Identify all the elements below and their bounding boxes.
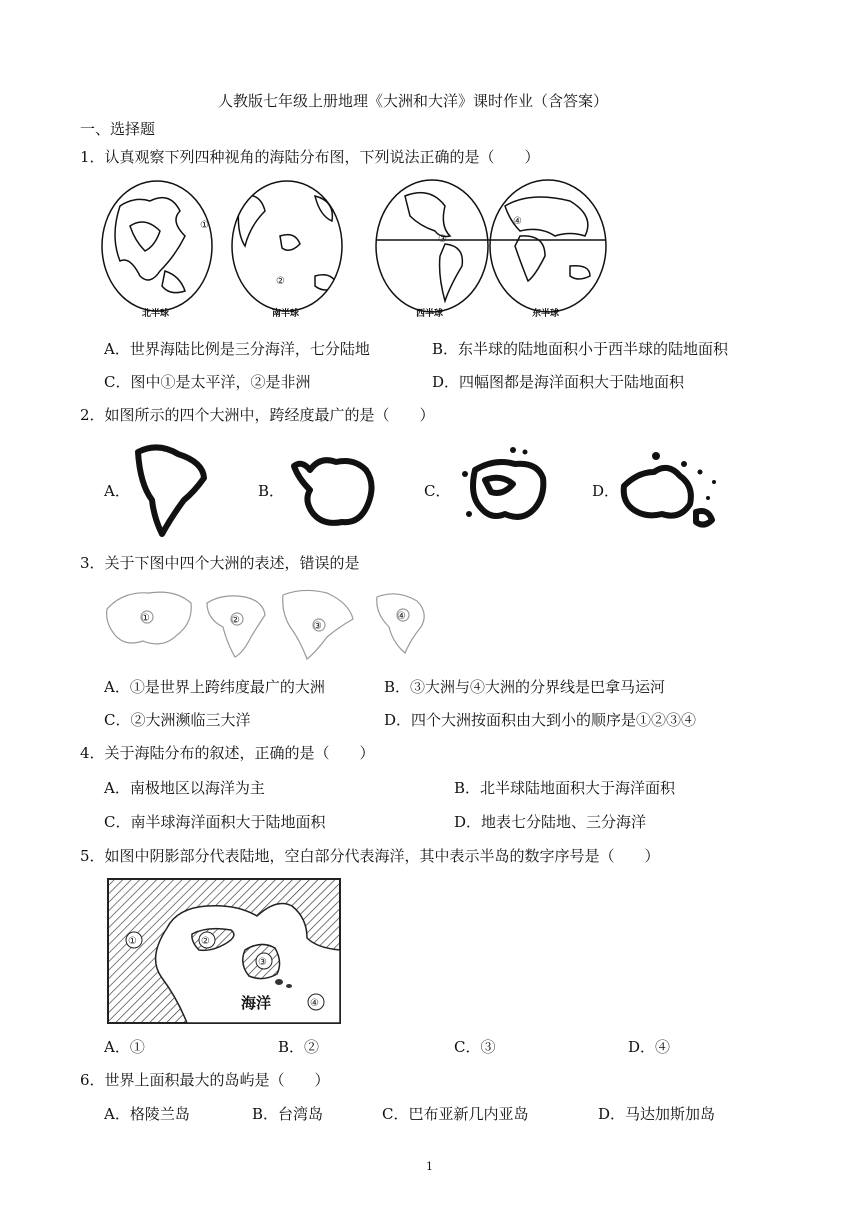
continent-1-asia: [107, 592, 192, 644]
question-1-option-b: B．东半球的陆地面积小于西半球的陆地面积: [432, 340, 729, 358]
oceania-outline: [616, 442, 726, 534]
svg-text:④: ④: [310, 998, 319, 1009]
continent-4-south-america: [377, 594, 424, 653]
question-3-option-c: C．②大洲濒临三大洋: [104, 711, 251, 729]
q5-marker-4: [308, 994, 324, 1010]
question-4-option-b: B．北半球陆地面积大于海洋面积: [454, 779, 676, 797]
marker-4: ④: [513, 216, 522, 227]
question-2-option-a: A．: [104, 482, 130, 500]
q3-marker-1: ①: [141, 613, 150, 624]
question-5-option-a: A．①: [104, 1038, 145, 1056]
question-3-option-a: A．①是世界上跨纬度最广的大洲: [104, 678, 325, 696]
question-1-option-d: D．四幅图都是海洋面积大于陆地面积: [432, 373, 685, 391]
question-2-option-c: C．: [424, 482, 451, 500]
map-label-south: 南半球: [272, 309, 300, 319]
asia-outline: [455, 440, 555, 530]
four-continents-figure: [103, 583, 438, 663]
question-3-option-b: B．③大洲与④大洲的分界线是巴拿马运河: [384, 678, 666, 696]
question-5-option-b: B．②: [278, 1038, 320, 1056]
q5-marker-3: [256, 953, 272, 969]
eastern-hemisphere-map: [488, 180, 606, 319]
question-6-stem: 6．世界上面积最大的岛屿是（ ）: [80, 1071, 330, 1089]
svg-text:①: ①: [128, 936, 137, 947]
question-5-stem: 5．如图中阴影部分代表陆地，空白部分代表海洋，其中表示半岛的数字序号是（ ）: [80, 847, 660, 865]
question-1-option-c: C．图中①是太平洋，②是非洲: [104, 373, 311, 391]
question-1-option-a: A．世界海陆比例是三分海洋，七分陆地: [104, 340, 370, 358]
document-title: 人教版七年级上册地理《大洲和大洋》课时作业（含答案）: [218, 92, 609, 110]
southern-hemisphere-map: [232, 181, 342, 319]
antarctica-outline: [290, 450, 380, 530]
q5-marker-1: [126, 932, 142, 948]
continent-3-north-america: [283, 590, 353, 659]
south-america-outline: [128, 440, 213, 540]
question-6-option-c: C．巴布亚新几内亚岛: [382, 1105, 529, 1123]
q5-marker-2: [199, 932, 215, 948]
page-number: 1: [426, 1160, 433, 1173]
marker-2: ②: [276, 276, 285, 287]
question-6-option-b: B．台湾岛: [252, 1105, 324, 1123]
map-ocean-label: 海洋: [241, 994, 272, 1012]
question-3-stem: 3．关于下图中四个大洲的表述，错误的是: [80, 554, 360, 572]
western-hemisphere-map: [376, 180, 488, 319]
map-label-east: 东半球: [532, 309, 560, 319]
question-2-stem: 2．如图所示的四个大洲中，跨经度最广的是（ ）: [80, 406, 435, 424]
question-5-option-c: C．③: [454, 1038, 496, 1056]
section-heading: 一、选择题: [80, 120, 156, 138]
svg-text:③: ③: [258, 957, 267, 968]
map-label-north: 北半球: [142, 309, 170, 319]
question-1-stem: 1．认真观察下列四种视角的海陆分布图，下列说法正确的是（ ）: [80, 148, 540, 166]
question-2-option-d: D．: [592, 482, 620, 500]
q3-marker-3: ③: [313, 621, 322, 632]
question-6-option-a: A．格陵兰岛: [104, 1105, 190, 1123]
question-3-option-d: D．四个大洲按面积由大到小的顺序是①②③④: [384, 711, 697, 729]
question-4-option-c: C．南半球海洋面积大于陆地面积: [104, 813, 326, 831]
question-4-stem: 4．关于海陆分布的叙述，正确的是（ ）: [80, 744, 375, 762]
map-label-west: 西半球: [416, 309, 444, 319]
marker-1: ①: [200, 220, 209, 231]
question-4-option-a: A．南极地区以海洋为主: [104, 779, 265, 797]
question-6-option-d: D．马达加斯加岛: [598, 1105, 716, 1123]
question-4-option-d: D．地表七分陆地、三分海洋: [454, 813, 647, 831]
svg-text:②: ②: [201, 936, 210, 947]
peninsula-map-figure: [107, 878, 341, 1024]
q3-marker-2: ②: [231, 615, 240, 626]
hemisphere-maps-figure: [100, 176, 620, 322]
question-2-option-b: B．: [258, 482, 285, 500]
northern-hemisphere-map: [102, 181, 212, 319]
question-5-option-d: D．④: [628, 1038, 671, 1056]
marker-3: ③: [438, 234, 447, 245]
continent-2-africa: [207, 596, 265, 657]
q3-marker-4: ④: [397, 611, 406, 622]
